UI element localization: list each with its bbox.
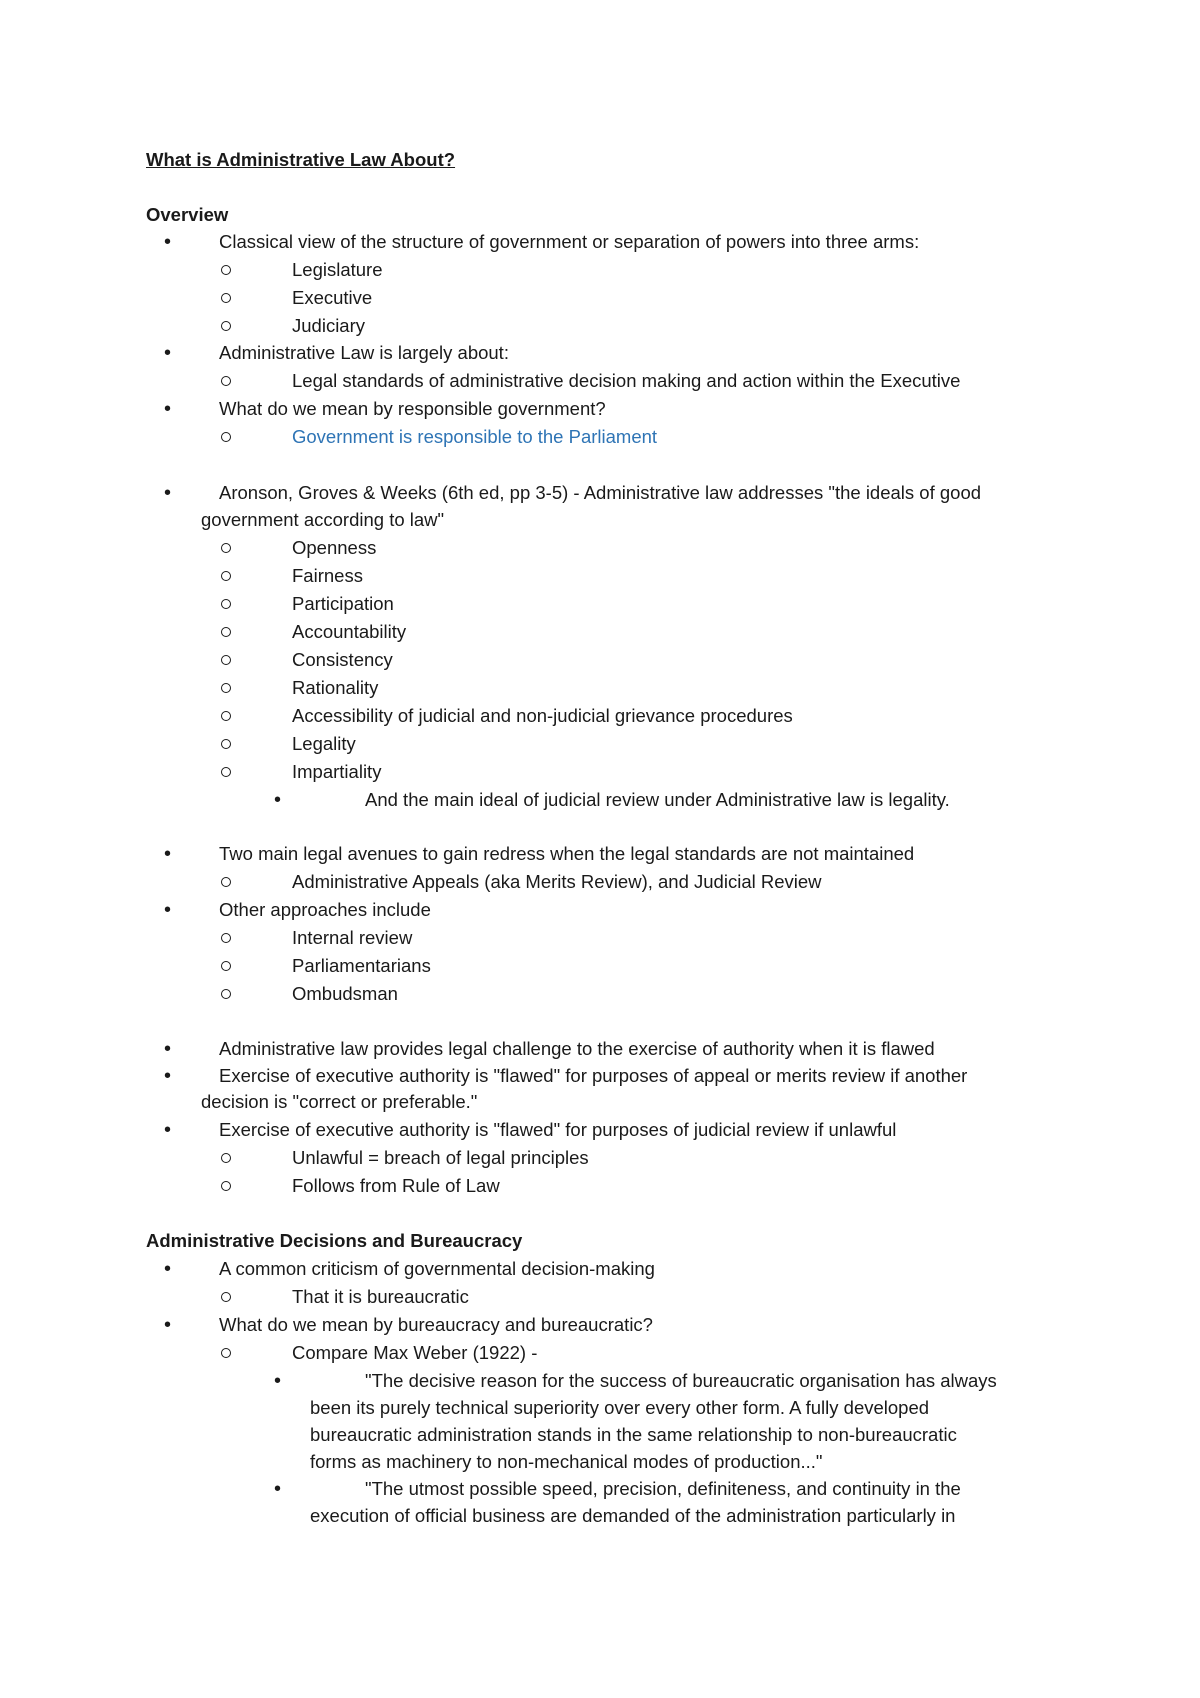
circle-bullet-icon [221, 739, 231, 749]
circle-bullet-icon [221, 1292, 231, 1302]
list-item-continuation: government according to law" [201, 509, 445, 530]
circle-bullet-icon [221, 293, 231, 303]
list-item: Legality [292, 733, 356, 754]
circle-bullet-icon [221, 376, 231, 386]
page-title: What is Administrative Law About? [146, 149, 456, 170]
list-item: That it is bureaucratic [292, 1286, 469, 1307]
list-item: A common criticism of governmental decision-making [219, 1258, 655, 1279]
list-item: Ombudsman [292, 983, 398, 1004]
list-item-answer: Government is responsible to the Parliament [292, 426, 658, 447]
bullet-icon: • [164, 843, 172, 865]
circle-bullet-icon [221, 627, 231, 637]
list-item: Legislature [292, 259, 383, 280]
circle-bullet-icon [221, 711, 231, 721]
bullet-icon: • [164, 231, 172, 253]
list-item: Fairness [292, 565, 363, 586]
bullet-icon: • [164, 398, 172, 420]
list-item: Participation [292, 593, 394, 614]
list-item: Exercise of executive authority is "flawed" for purposes of appeal or merits review if another [219, 1065, 968, 1086]
list-item: Internal review [292, 927, 413, 948]
list-item: Administrative Appeals (aka Merits Review), and Judicial Review [292, 871, 822, 892]
list-item: And the main ideal of judicial review under Administrative law is legality. [365, 789, 950, 810]
list-item: What do we mean by bureaucracy and bureaucratic? [219, 1314, 653, 1335]
circle-bullet-icon [221, 877, 231, 887]
list-item: Parliamentarians [292, 955, 431, 976]
list-item: Openness [292, 537, 377, 558]
list-item: What do we mean by responsible government? [219, 398, 606, 419]
circle-bullet-icon [221, 571, 231, 581]
quote-line: forms as machinery to non-mechanical modes of production..." [310, 1451, 823, 1472]
quote-line: execution of official business are demanded of the administration particularly in [310, 1505, 956, 1526]
list-item: Consistency [292, 649, 393, 670]
circle-bullet-icon [221, 321, 231, 331]
list-item: Legal standards of administrative decision making and action within the Executive [292, 370, 961, 391]
list-item: Follows from Rule of Law [292, 1175, 500, 1196]
bullet-icon: • [274, 789, 282, 811]
circle-bullet-icon [221, 432, 231, 442]
list-item: Aronson, Groves & Weeks (6th ed, pp 3-5) - Administrative law addresses "the ideals of good [219, 482, 982, 503]
bullet-icon: • [164, 1258, 172, 1280]
circle-bullet-icon [221, 683, 231, 693]
list-item: Rationality [292, 677, 379, 698]
circle-bullet-icon [221, 655, 231, 665]
list-item: Judiciary [292, 315, 365, 336]
bullet-icon: • [164, 1314, 172, 1336]
bullet-icon: • [164, 1119, 172, 1141]
list-item: Administrative law provides legal challenge to the exercise of authority when it is flawed [219, 1038, 935, 1059]
list-item: Accountability [292, 621, 407, 642]
circle-bullet-icon [221, 989, 231, 999]
list-item-continuation: decision is "correct or preferable." [201, 1091, 478, 1112]
bullet-icon: • [164, 1038, 172, 1060]
circle-bullet-icon [221, 1348, 231, 1358]
list-item: Impartiality [292, 761, 382, 782]
list-item: Accessibility of judicial and non-judicial grievance procedures [292, 705, 793, 726]
quote-line: "The decisive reason for the success of bureaucratic organisation has always [365, 1370, 997, 1391]
circle-bullet-icon [221, 933, 231, 943]
circle-bullet-icon [221, 599, 231, 609]
circle-bullet-icon [221, 767, 231, 777]
quote-line: bureaucratic administration stands in the same relationship to non-bureaucratic [310, 1424, 957, 1445]
list-item: Unlawful = breach of legal principles [292, 1147, 589, 1168]
bullet-icon: • [164, 482, 172, 504]
list-item: Exercise of executive authority is "flawed" for purposes of judicial review if unlawful [219, 1119, 897, 1140]
list-item: Executive [292, 287, 373, 308]
circle-bullet-icon [221, 543, 231, 553]
section-heading-bureaucracy: Administrative Decisions and Bureaucracy [146, 1230, 523, 1251]
bullet-icon: • [164, 342, 172, 364]
circle-bullet-icon [221, 961, 231, 971]
list-item: Classical view of the structure of government or separation of powers into three arms: [219, 231, 920, 252]
bullet-icon: • [164, 1065, 172, 1087]
quote-line: "The utmost possible speed, precision, definiteness, and continuity in the [365, 1478, 961, 1499]
list-item: Two main legal avenues to gain redress when the legal standards are not maintained [219, 843, 915, 864]
circle-bullet-icon [221, 265, 231, 275]
bullet-icon: • [274, 1478, 282, 1500]
circle-bullet-icon [221, 1153, 231, 1163]
list-item: Compare Max Weber (1922) - [292, 1342, 538, 1363]
list-item: Other approaches include [219, 899, 431, 920]
bullet-icon: • [164, 899, 172, 921]
bullet-icon: • [274, 1370, 282, 1392]
list-item: Administrative Law is largely about: [219, 342, 509, 363]
circle-bullet-icon [221, 1181, 231, 1191]
section-heading-overview: Overview [146, 204, 229, 225]
quote-line: been its purely technical superiority over every other form. A fully developed [310, 1397, 930, 1418]
